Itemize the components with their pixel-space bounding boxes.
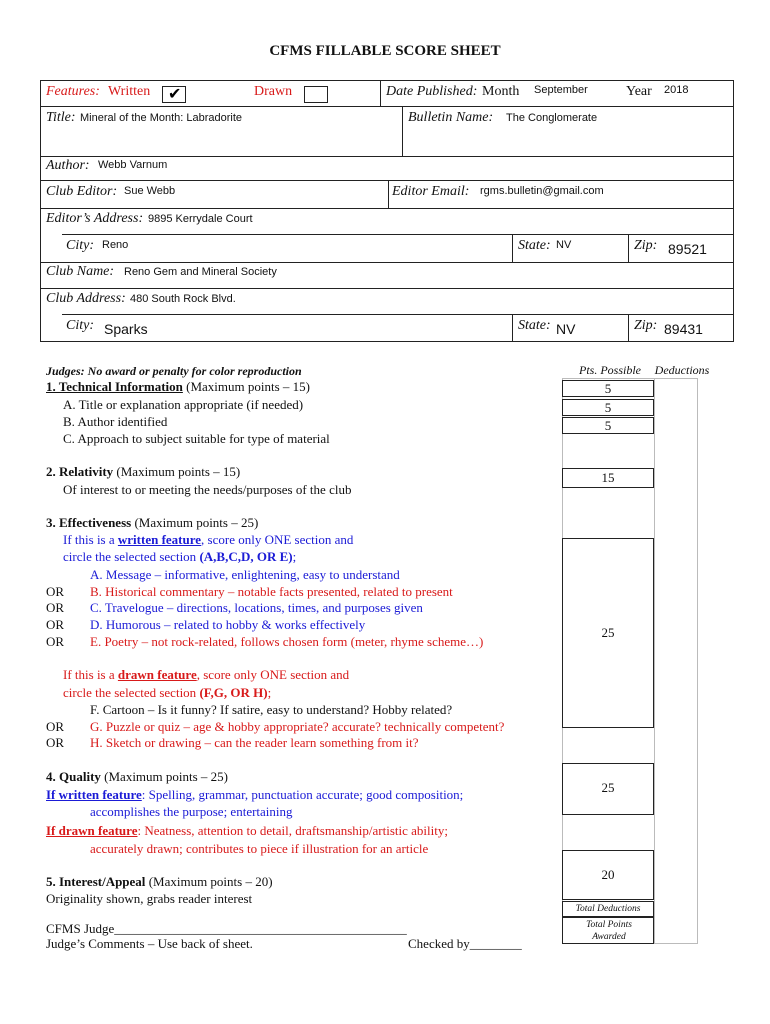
city-field[interactable]: Reno: [102, 239, 129, 251]
form-right-border: [733, 80, 734, 342]
section-1-max: (Maximum points – 15): [182, 379, 310, 394]
section-3-written-instructions: [63, 531, 353, 548]
title-field[interactable]: Mineral of the Month: Labradorite: [80, 112, 243, 124]
author-field[interactable]: Webb Varnum: [98, 159, 168, 171]
state-divider: [512, 234, 513, 262]
deductions-header: Deductions: [654, 363, 710, 377]
pts-1a: 5: [604, 381, 612, 396]
zip-label: Zip:: [634, 238, 658, 253]
cfms-judge-line[interactable]: CFMS Judge_____________________________________________: [46, 921, 407, 936]
state-divider: [512, 314, 513, 342]
drawn-line2-pre: circle the selected section: [63, 685, 200, 700]
judges-note: Judges: No award or penalty for color reproduction: [46, 364, 302, 378]
section-1-title: 1. Technical Information: [46, 379, 183, 394]
pts-3: 25: [601, 625, 615, 640]
row-divider: [40, 288, 734, 289]
written-line2-post: ;: [292, 549, 297, 564]
state-label: State:: [518, 238, 551, 253]
section-3-max: (Maximum points – 25): [131, 515, 259, 530]
row-divider: [40, 156, 734, 157]
zip-field[interactable]: 89431: [664, 321, 703, 337]
city-field[interactable]: Sparks: [104, 321, 148, 337]
section-4-drawn-2: accurately drawn; contributes to piece if illustration for an article: [90, 841, 429, 856]
written-text: : Spelling, grammar, punctuation accurate; good composition;: [141, 787, 464, 802]
score-box-1b[interactable]: [562, 399, 654, 416]
editor-email-label: Editor Email:: [392, 184, 470, 199]
section-4-written: [46, 786, 463, 803]
row-divider: [62, 234, 734, 235]
score-box-1a[interactable]: [562, 380, 654, 397]
zip-field[interactable]: 89521: [668, 241, 707, 257]
judges-comments-note: Judge’s Comments – Use back of sheet.: [46, 936, 253, 951]
checked-by-line[interactable]: Checked by________: [408, 936, 522, 951]
section-2-title: 2. Relativity: [46, 464, 114, 479]
or-label: OR: [46, 634, 65, 649]
total-points-box[interactable]: [562, 917, 654, 944]
score-box-4[interactable]: [562, 763, 654, 815]
written-feature-label: If written feature: [46, 787, 142, 802]
club-address-field[interactable]: 480 South Rock Blvd.: [130, 293, 236, 305]
section-3-item-f: F. Cartoon – Is it funny? If satire, easy to understand? Hobby related?: [90, 702, 453, 717]
state-field[interactable]: NV: [556, 321, 576, 337]
editor-email-field[interactable]: rgms.bulletin@gmail.com: [480, 185, 604, 197]
total-deductions-label: Total Deductions: [575, 904, 641, 914]
row-divider: [62, 314, 734, 315]
row-divider: [40, 208, 734, 209]
form-bottom-border: [40, 341, 734, 342]
written-sections: (A,B,C,D, OR E): [199, 549, 293, 564]
club-editor-field[interactable]: Sue Webb: [124, 185, 176, 197]
pts-5: 20: [601, 867, 615, 882]
date-published-label: Date Published:: [386, 84, 478, 99]
drawn-checkbox[interactable]: [304, 86, 328, 103]
written-feature-label: written feature: [117, 532, 202, 547]
or-label: OR: [46, 600, 65, 615]
city-label: City:: [66, 238, 94, 253]
or-label: OR: [46, 735, 65, 750]
score-box-2[interactable]: [562, 468, 654, 488]
section-3-drawn-instructions-2: [63, 684, 271, 701]
section-4-heading: [46, 768, 228, 785]
section-1-heading: [46, 378, 310, 395]
deductions-column-divider: [654, 378, 655, 944]
written-line2-pre: circle the selected section: [63, 549, 200, 564]
section-4-title: 4. Quality: [46, 769, 101, 784]
section-5-title: 5. Interest/Appeal: [46, 874, 146, 889]
drawn-label: Drawn: [254, 84, 293, 99]
state-label: State:: [518, 318, 551, 333]
section-3-item-c: C. Travelogue – directions, locations, times, and purposes given: [90, 600, 423, 615]
section-5-text: Originality shown, grabs reader interest: [46, 891, 253, 906]
drawn-post: , score only ONE section and: [196, 667, 350, 682]
year-field[interactable]: 2018: [664, 84, 689, 96]
title-label: Title:: [46, 110, 76, 125]
section-2-heading: [46, 463, 240, 480]
section-2-text: Of interest to or meeting the needs/purposes of the club: [63, 482, 352, 497]
section-3-item-g: G. Puzzle or quiz – age & hobby appropriate? accurate? technically competent?: [90, 719, 505, 734]
total-deductions-box[interactable]: [562, 901, 654, 917]
section-4-drawn: [46, 822, 448, 839]
section-4-max: (Maximum points – 25): [100, 769, 229, 784]
club-name-label: Club Name:: [46, 264, 115, 279]
pts-1c: 5: [604, 418, 612, 433]
written-checkbox[interactable]: [162, 86, 186, 103]
score-box-1c[interactable]: [562, 417, 654, 434]
zip-label: Zip:: [634, 318, 658, 333]
section-3-title: 3. Effectiveness: [46, 515, 132, 530]
features-label: Features:: [46, 84, 100, 99]
city-label: City:: [66, 318, 94, 333]
score-box-5[interactable]: [562, 850, 654, 900]
pts-4: 25: [601, 780, 615, 795]
section-3-item-a: A. Message – informative, enlightening, easy to understand: [90, 567, 400, 582]
score-box-3[interactable]: [562, 538, 654, 728]
section-3-written-instructions-2: [63, 548, 296, 565]
drawn-feature-label: drawn feature: [117, 667, 197, 682]
editor-address-field[interactable]: 9895 Kerrydale Court: [148, 213, 253, 225]
section-1-item-a: A. Title or explanation appropriate (if needed): [63, 397, 304, 412]
section-3-item-h: H. Sketch or drawing – can the reader learn something from it?: [90, 735, 419, 750]
section-3-heading: [46, 514, 258, 531]
month-field[interactable]: September: [534, 84, 588, 96]
written-label: Written: [108, 84, 151, 99]
email-divider: [388, 180, 389, 208]
section-1-item-c: C. Approach to subject suitable for type of material: [63, 431, 330, 446]
zip-divider: [628, 314, 629, 342]
section-3-item-d: D. Humorous – related to hobby & works effectively: [90, 617, 366, 632]
row-divider: [40, 106, 734, 107]
drawn-line2-post: ;: [267, 685, 272, 700]
state-field[interactable]: NV: [556, 239, 572, 251]
bulletin-name-field[interactable]: The Conglomerate: [506, 112, 598, 124]
club-editor-label: Club Editor:: [46, 184, 118, 199]
club-address-label: Club Address:: [46, 291, 126, 306]
section-3-item-b: B. Historical commentary – notable facts presented, related to present: [90, 584, 453, 599]
zip-divider: [628, 234, 629, 262]
club-name-field[interactable]: Reno Gem and Mineral Society: [124, 266, 277, 278]
form-top-border: [40, 80, 734, 81]
bulletin-name-label: Bulletin Name:: [408, 110, 494, 125]
or-label: OR: [46, 584, 65, 599]
pts-1b: 5: [604, 400, 612, 415]
check-icon: ✔: [168, 86, 182, 103]
written-post: , score only ONE section and: [201, 532, 354, 547]
editor-address-label: Editor’s Address:: [46, 211, 144, 226]
drawn-text: : Neatness, attention to detail, draftsmanship/artistic ability;: [137, 823, 448, 838]
drawn-feature-label: If drawn feature: [46, 823, 138, 838]
row-divider: [40, 180, 734, 181]
author-label: Author:: [46, 158, 90, 173]
drawn-pre: If this is a: [63, 667, 118, 682]
month-label: Month: [482, 84, 520, 99]
date-divider: [380, 80, 381, 106]
section-3-item-e: E. Poetry – not rock-related, follows chosen form (meter, rhyme scheme…): [90, 634, 484, 649]
section-4-written-2: accomplishes the purpose; entertaining: [90, 804, 293, 819]
row-divider: [40, 262, 734, 263]
page-title: CFMS FILLABLE SCORE SHEET: [269, 43, 501, 59]
total-points-label: Total Points Awarded: [586, 920, 632, 942]
written-pre: If this is a: [63, 532, 118, 547]
form-left-border: [40, 80, 41, 342]
section-2-max: (Maximum points – 15): [113, 464, 241, 479]
pts-possible-header: Pts. Possible: [579, 363, 641, 377]
section-5-max: (Maximum points – 20): [145, 874, 273, 889]
bulletin-divider: [402, 106, 403, 156]
year-label: Year: [626, 84, 652, 99]
or-label: OR: [46, 719, 65, 734]
section-1-item-b: B. Author identified: [63, 414, 168, 429]
drawn-sections: (F,G, OR H): [199, 685, 268, 700]
or-label: OR: [46, 617, 65, 632]
section-3-drawn-instructions: [63, 666, 349, 683]
section-5-heading: [46, 873, 273, 890]
pts-2: 15: [601, 470, 615, 485]
